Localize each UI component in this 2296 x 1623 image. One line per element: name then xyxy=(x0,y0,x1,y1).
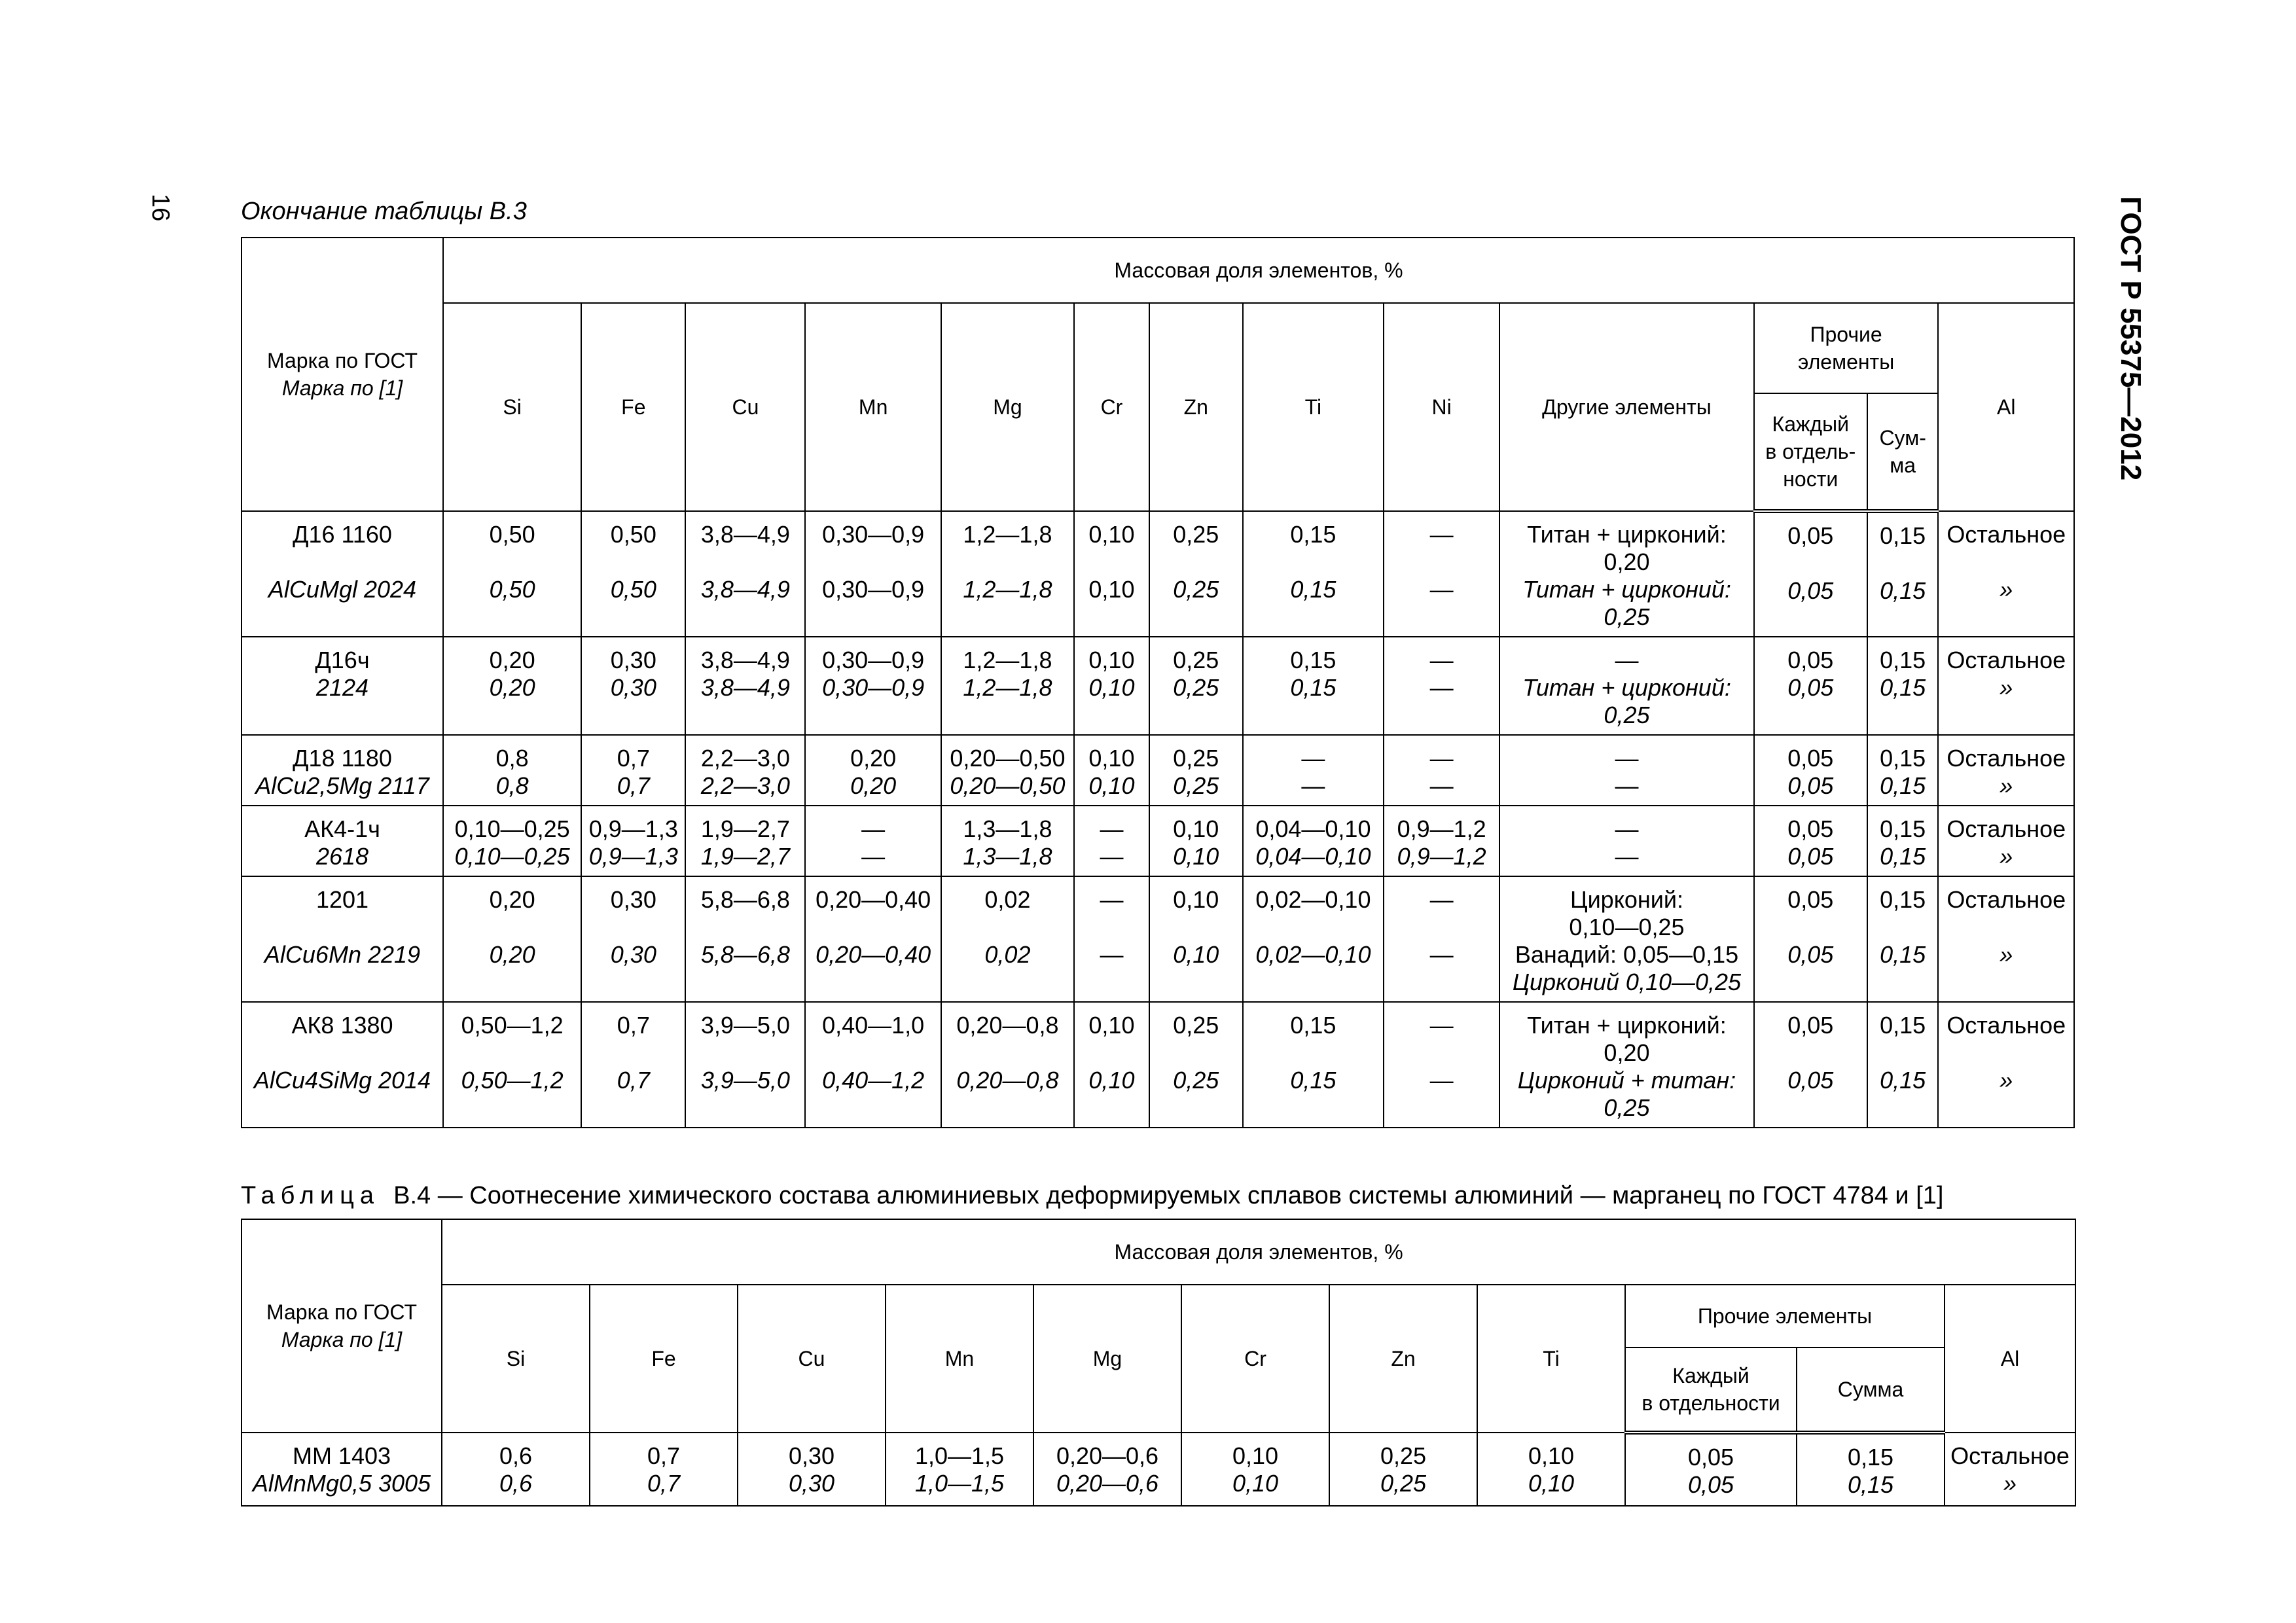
table-row xyxy=(242,511,2074,637)
ni-header: Ni xyxy=(1384,303,1499,511)
al-cell: Остальное » xyxy=(1938,511,2074,637)
ti-cell: 0,04—0,10 0,04—0,10 xyxy=(1243,806,1384,876)
mn-cell: — — xyxy=(805,806,941,876)
sum-cell: 0,15 0,15 xyxy=(1867,876,1939,1002)
cu-header: Cu xyxy=(738,1285,886,1433)
fe-cell: 0,30 0,30 xyxy=(581,637,685,735)
si-cell: 0,20 0,20 xyxy=(443,637,581,735)
sum-cell: 0,15 0,15 xyxy=(1867,511,1939,637)
table-b3-caption: Окончание таблицы В.3 xyxy=(241,198,527,225)
mn-header: Mn xyxy=(805,303,941,511)
grade-cell: 1201 AlCu6Mn 2219 xyxy=(242,876,443,1002)
sum-cell: 0,15 0,15 xyxy=(1867,637,1939,735)
cr-header: Cr xyxy=(1074,303,1149,511)
grade-cell: АК4-1ч 2618 xyxy=(242,806,443,876)
cr-cell: — — xyxy=(1074,876,1149,1002)
ni-cell: — — xyxy=(1384,637,1499,735)
ti-cell: 0,10 0,10 xyxy=(1477,1433,1625,1506)
table-b4-caption-label: Таблица xyxy=(241,1182,380,1209)
cu-cell: 3,9—5,0 3,9—5,0 xyxy=(685,1002,805,1128)
fe-header: Fe xyxy=(581,303,685,511)
table-b4-caption-text: В.4 — Соотнесение химического состава алюминиевых деформируемых сплавов системы алюминий — марганец по ГОСТ 4784 и [1] xyxy=(393,1182,1944,1209)
mg-cell: 1,3—1,8 1,3—1,8 xyxy=(941,806,1074,876)
other-elements-cell: — — xyxy=(1499,806,1753,876)
other-elements-cell: Цирконий: 0,10—0,25 Ванадий: 0,05—0,15 Цирконий 0,10—0,25 xyxy=(1499,876,1753,1002)
standard-title: ГОСТ Р 55375—2012 xyxy=(2115,196,2147,481)
ni-cell: — — xyxy=(1384,735,1499,806)
mn-cell: 0,40—1,0 0,40—1,2 xyxy=(805,1002,941,1128)
fe-cell: 0,7 0,7 xyxy=(581,1002,685,1128)
mg-cell: 0,02 0,02 xyxy=(941,876,1074,1002)
sum-cell: 0,15 0,15 xyxy=(1797,1433,1945,1506)
al-cell: Остальное » xyxy=(1945,1433,2075,1506)
fe-cell: 0,50 0,50 xyxy=(581,511,685,637)
table-row xyxy=(242,1433,2075,1506)
zn-header: Zn xyxy=(1329,1285,1477,1433)
ti-cell: 0,02—0,10 0,02—0,10 xyxy=(1243,876,1384,1002)
each-cell: 0,05 0,05 xyxy=(1625,1433,1797,1506)
cu-cell: 1,9—2,7 1,9—2,7 xyxy=(685,806,805,876)
sum-header: Сум- ма xyxy=(1867,393,1939,511)
cu-cell: 0,30 0,30 xyxy=(738,1433,886,1506)
cr-cell: 0,10 0,10 xyxy=(1074,735,1149,806)
grade-cell: Д18 1180 AlCu2,5Mg 2117 xyxy=(242,735,443,806)
sum-cell: 0,15 0,15 xyxy=(1867,735,1939,806)
cu-cell: 5,8—6,8 5,8—6,8 xyxy=(685,876,805,1002)
cr-header: Cr xyxy=(1181,1285,1329,1433)
zn-cell: 0,25 0,25 xyxy=(1149,511,1243,637)
fe-cell: 0,7 0,7 xyxy=(590,1433,738,1506)
cr-cell: — — xyxy=(1074,806,1149,876)
si-header: Si xyxy=(442,1285,590,1433)
grade-cell: АК8 1380 AlCu4SiMg 2014 xyxy=(242,1002,443,1128)
each-cell: 0,05 0,05 xyxy=(1754,1002,1867,1128)
ti-cell: — — xyxy=(1243,735,1384,806)
each-cell: 0,05 0,05 xyxy=(1754,735,1867,806)
grade-cell: Д16ч 2124 xyxy=(242,637,443,735)
fe-header: Fe xyxy=(590,1285,738,1433)
misc-elements-header: Прочие элементы xyxy=(1754,303,1939,393)
other-elements-cell: Титан + цирконий: 0,20 Цирконий + титан: 0,25 xyxy=(1499,1002,1753,1128)
mg-cell: 0,20—0,8 0,20—0,8 xyxy=(941,1002,1074,1128)
fe-cell: 0,30 0,30 xyxy=(581,876,685,1002)
cu-cell: 2,2—3,0 2,2—3,0 xyxy=(685,735,805,806)
mg-header: Mg xyxy=(1033,1285,1181,1433)
cu-cell: 3,8—4,9 3,8—4,9 xyxy=(685,511,805,637)
table-row xyxy=(242,637,2074,735)
grade-header: Марка по ГОСТ Марка по [1] xyxy=(242,1219,442,1433)
table-b3-header xyxy=(242,238,2074,511)
mn-header: Mn xyxy=(886,1285,1033,1433)
ni-cell: 0,9—1,2 0,9—1,2 xyxy=(1384,806,1499,876)
ti-cell: 0,15 0,15 xyxy=(1243,637,1384,735)
each-cell: 0,05 0,05 xyxy=(1754,806,1867,876)
table-b4-caption xyxy=(241,1182,1943,1210)
each-header: Каждый в отдель- ности xyxy=(1754,393,1867,511)
table-row xyxy=(242,806,2074,876)
mn-cell: 0,30—0,9 0,30—0,9 xyxy=(805,511,941,637)
mass-fraction-header: Массовая доля элементов, % xyxy=(442,1219,2075,1285)
table-row xyxy=(242,735,2074,806)
mn-cell: 1,0—1,5 1,0—1,5 xyxy=(886,1433,1033,1506)
fe-cell: 0,7 0,7 xyxy=(581,735,685,806)
mn-cell: 0,20—0,40 0,20—0,40 xyxy=(805,876,941,1002)
other-elements-cell: — — xyxy=(1499,735,1753,806)
al-cell: Остальное » xyxy=(1938,735,2074,806)
table-b4-body xyxy=(242,1433,2075,1506)
sum-header: Сумма xyxy=(1797,1347,1945,1433)
grade-cell: ММ 1403 AlMnMg0,5 3005 xyxy=(242,1433,442,1506)
ti-header: Ti xyxy=(1477,1285,1625,1433)
zn-header: Zn xyxy=(1149,303,1243,511)
table-b3 xyxy=(241,237,2075,1128)
table-b4-header xyxy=(242,1219,2075,1433)
zn-cell: 0,25 0,25 xyxy=(1149,637,1243,735)
other-elements-cell: — Титан + цирконий: 0,25 xyxy=(1499,637,1753,735)
fe-cell: 0,9—1,3 0,9—1,3 xyxy=(581,806,685,876)
si-cell: 0,50 0,50 xyxy=(443,511,581,637)
si-cell: 0,6 0,6 xyxy=(442,1433,590,1506)
cr-cell: 0,10 0,10 xyxy=(1074,1002,1149,1128)
each-cell: 0,05 0,05 xyxy=(1754,511,1867,637)
cu-cell: 3,8—4,9 3,8—4,9 xyxy=(685,637,805,735)
zn-cell: 0,10 0,10 xyxy=(1149,876,1243,1002)
si-header: Si xyxy=(443,303,581,511)
si-cell: 0,50—1,2 0,50—1,2 xyxy=(443,1002,581,1128)
other-elements-header: Другие элементы xyxy=(1499,303,1753,511)
grade-header: Марка по ГОСТ Марка по [1] xyxy=(242,238,443,511)
ni-cell: — — xyxy=(1384,511,1499,637)
mn-cell: 0,20 0,20 xyxy=(805,735,941,806)
zn-cell: 0,10 0,10 xyxy=(1149,806,1243,876)
cr-cell: 0,10 0,10 xyxy=(1074,637,1149,735)
page-number: 16 xyxy=(147,194,174,222)
misc-elements-header: Прочие элементы xyxy=(1625,1285,1945,1347)
cr-cell: 0,10 0,10 xyxy=(1181,1433,1329,1506)
al-cell: Остальное » xyxy=(1938,637,2074,735)
mg-cell: 0,20—0,50 0,20—0,50 xyxy=(941,735,1074,806)
other-elements-cell: Титан + цирконий: 0,20 Титан + цирконий: 0,25 xyxy=(1499,511,1753,637)
each-cell: 0,05 0,05 xyxy=(1754,876,1867,1002)
ni-cell: — — xyxy=(1384,1002,1499,1128)
mass-fraction-header: Массовая доля элементов, % xyxy=(443,238,2074,303)
al-header: Al xyxy=(1938,303,2074,511)
zn-cell: 0,25 0,25 xyxy=(1149,1002,1243,1128)
ti-cell: 0,15 0,15 xyxy=(1243,511,1384,637)
table-row xyxy=(242,876,2074,1002)
grade-cell: Д16 1160 AlCuMgl 2024 xyxy=(242,511,443,637)
al-cell: Остальное » xyxy=(1938,1002,2074,1128)
mg-cell: 1,2—1,8 1,2—1,8 xyxy=(941,637,1074,735)
each-cell: 0,05 0,05 xyxy=(1754,637,1867,735)
si-cell: 0,10—0,25 0,10—0,25 xyxy=(443,806,581,876)
table-b3-body xyxy=(242,511,2074,1128)
ni-cell: — — xyxy=(1384,876,1499,1002)
al-cell: Остальное » xyxy=(1938,876,2074,1002)
cu-header: Cu xyxy=(685,303,805,511)
al-cell: Остальное » xyxy=(1938,806,2074,876)
sum-cell: 0,15 0,15 xyxy=(1867,806,1939,876)
mg-cell: 1,2—1,8 1,2—1,8 xyxy=(941,511,1074,637)
mn-cell: 0,30—0,9 0,30—0,9 xyxy=(805,637,941,735)
zn-cell: 0,25 0,25 xyxy=(1149,735,1243,806)
mg-cell: 0,20—0,6 0,20—0,6 xyxy=(1033,1433,1181,1506)
cr-cell: 0,10 0,10 xyxy=(1074,511,1149,637)
mg-header: Mg xyxy=(941,303,1074,511)
table-row xyxy=(242,1002,2074,1128)
ti-cell: 0,15 0,15 xyxy=(1243,1002,1384,1128)
al-header: Al xyxy=(1945,1285,2075,1433)
zn-cell: 0,25 0,25 xyxy=(1329,1433,1477,1506)
ti-header: Ti xyxy=(1243,303,1384,511)
each-header: Каждый в отдельности xyxy=(1625,1347,1797,1433)
table-b4 xyxy=(241,1219,2076,1507)
si-cell: 0,8 0,8 xyxy=(443,735,581,806)
si-cell: 0,20 0,20 xyxy=(443,876,581,1002)
sum-cell: 0,15 0,15 xyxy=(1867,1002,1939,1128)
